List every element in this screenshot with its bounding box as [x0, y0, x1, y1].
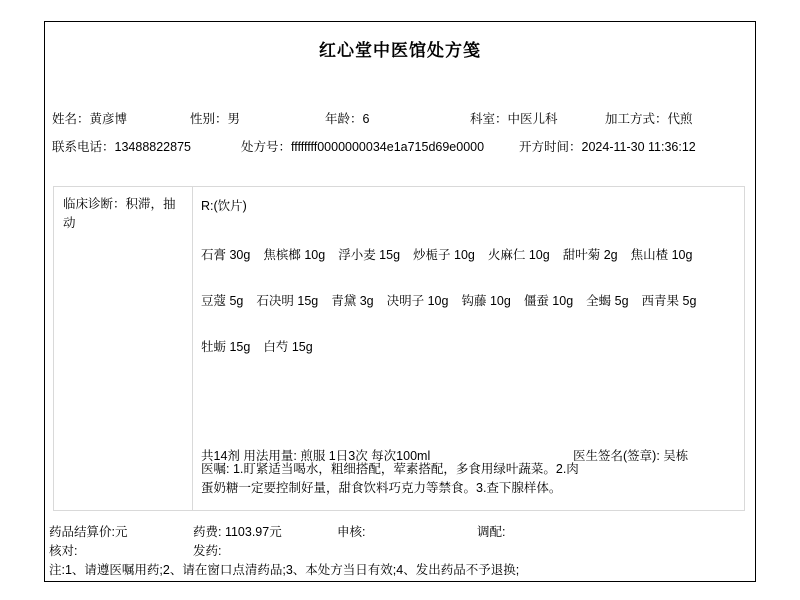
review-field: 申核: [337, 525, 366, 539]
patient-gender [190, 109, 240, 127]
patient-age-value: 6 [362, 112, 370, 126]
medicine-item: 白芍 15g [263, 340, 313, 354]
processing-method-label: 加工方式： [605, 112, 668, 126]
prescription-number-value: ffffffff0000000034e1a715d69e0000 [291, 140, 485, 154]
doctor-signature: 医生签名(签章): 吴栋 [573, 449, 689, 463]
medicine-item: 青黛 3g [331, 294, 374, 308]
patient-gender-value: 男 [227, 112, 241, 126]
clinical-diagnosis [63, 195, 185, 233]
medicine-lines [201, 245, 696, 383]
prescription-time-value: 2024-11-30 11:36:12 [581, 140, 696, 154]
prescription-time-label: 开方时间： [519, 140, 582, 154]
medicine-line [201, 291, 696, 307]
medicine-item: 牡蛎 15g [201, 340, 251, 354]
footer-note: 注:1、请遵医嘱用药;2、请在窗口点清药品;3、本处方当日有效;4、发出药品不予退换; [49, 563, 520, 577]
drug-fee-value: 1103.97元 [224, 525, 282, 539]
prescription-number [241, 137, 484, 155]
patient-name-label: 姓名： [52, 112, 90, 126]
drug-fee [193, 522, 282, 540]
contact-phone [52, 137, 191, 155]
clinical-diagnosis-value: 积滞，抽动 [63, 197, 176, 230]
patient-age-label: 年龄： [325, 112, 363, 126]
contact-phone-label: 联系电话： [52, 140, 115, 154]
prescription-table-divider [192, 186, 193, 511]
patient-name [52, 109, 127, 127]
drug-fee-label: 药费: [193, 525, 225, 539]
contact-phone-value: 13488822875 [114, 140, 191, 154]
medicine-item: 钩藤 10g [461, 294, 511, 308]
patient-department-label: 科室： [470, 112, 508, 126]
patient-age [325, 109, 369, 127]
medicine-item: 全蝎 5g [586, 294, 629, 308]
patient-department [470, 109, 558, 127]
settle-price: 药品结算价:元 [49, 525, 128, 539]
patient-gender-label: 性别： [190, 112, 228, 126]
usage-summary: 共14剂 用法用量: 煎服 1日3次 每次100ml [201, 449, 431, 463]
issue-field: 发药: [193, 544, 222, 558]
medicine-item: 决明子 10g [386, 294, 449, 308]
medicine-item: 石膏 30g [201, 248, 251, 262]
check-field: 核对: [49, 544, 78, 558]
dispense-field: 调配: [477, 525, 506, 539]
medicine-item: 僵蚕 10g [523, 294, 574, 308]
processing-method-value: 代煎 [667, 112, 693, 126]
prescription-time [519, 137, 696, 155]
medicine-item: 火麻仁 10g [487, 248, 550, 262]
medicine-line [201, 337, 696, 353]
medicine-item: 石决明 15g [256, 294, 319, 308]
medicine-line [201, 245, 696, 261]
clinical-diagnosis-label: 临床诊断： [63, 197, 126, 211]
medicine-item: 甜叶菊 2g [562, 248, 618, 262]
medicine-item: 焦山楂 10g [630, 248, 693, 262]
medicine-item: 西青果 5g [641, 294, 697, 308]
rx-header: R:(饮片) [201, 199, 247, 213]
doctor-advice: 医嘱: 1.盯紧适当喝水，粗细搭配，荤素搭配，多食用绿叶蔬菜。2.肉蛋奶糖一定要控制好量，甜食饮料巧克力等禁食。3.查下腺样体。 [201, 462, 579, 495]
patient-department-value: 中医儿科 [507, 112, 558, 126]
medicine-item: 豆蔻 5g [201, 294, 244, 308]
medicine-item: 焦槟榔 10g [263, 248, 326, 262]
medicine-item: 炒栀子 10g [413, 248, 475, 262]
medicine-item: 浮小麦 15g [338, 248, 401, 262]
processing-method [605, 109, 693, 127]
patient-name-value: 黄彦博 [89, 112, 128, 126]
prescription-number-label: 处方号： [241, 140, 292, 154]
page-title: 红心堂中医馆处方笺 [319, 41, 481, 60]
